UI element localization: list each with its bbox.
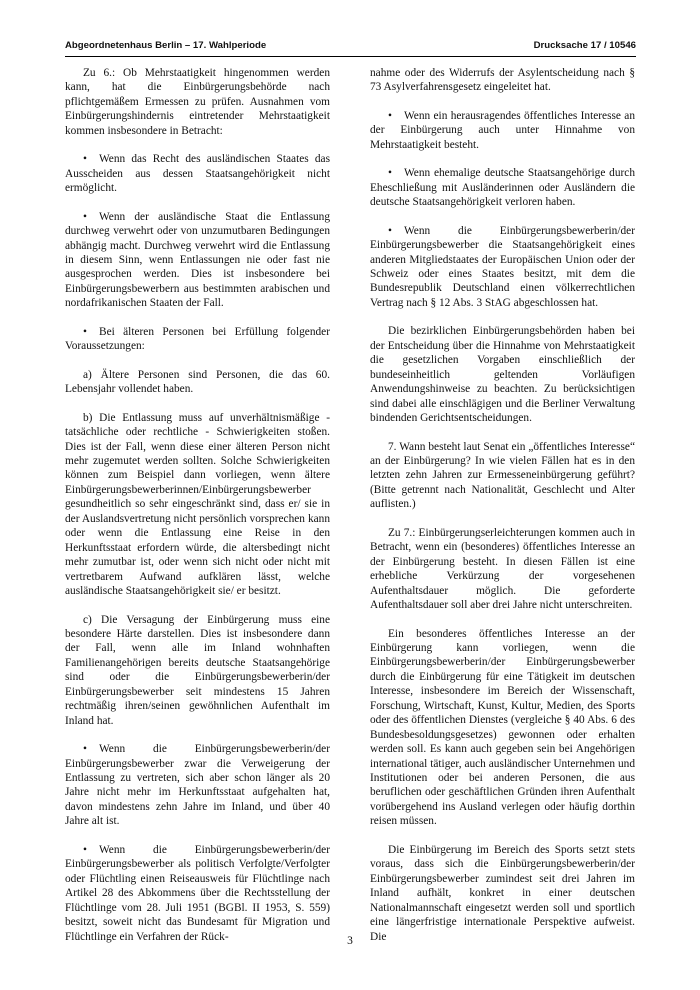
bullet-item: • Wenn der ausländische Staat die Entlassung durchweg verwehrt oder von unzumutbaren Bedingungen abhängig macht. Durchweg verwehrt wird die Entlassung in diesem Sinn, wenn Entlassungen nie oder fast nie ausgesprochen werden. Dies ist insbesondere bei Einbürgerungsbewerbern aus bestimmten arabischen und nordafrikanischen Staaten der Fall. (65, 210, 330, 310)
paragraph: c) Die Versagung der Einbürgerung muss eine besondere Härte darstellen. Dies ist insbesondere dann der Fall, wenn alle im Inland wohnhaften Familienangehörigen bereits deutsche Staatsangehörige sind oder die Einbürgerungsbewerberin/der Einbürgerungsbewerber seit mindestens 15 Jahren rechtmäßig ihren/seinen gewöhnlichen Aufenthalt im Inland hat. (65, 613, 330, 727)
paragraph: a) Ältere Personen sind Personen, die das 60. Lebensjahr vollendet haben. (65, 368, 330, 396)
header-document-number: Drucksache 17 / 10546 (533, 40, 636, 51)
header-rule (65, 56, 636, 57)
header-parliament: Abgeordnetenhaus Berlin – 17. Wahlperiode (65, 40, 267, 51)
paragraph: Die bezirklichen Einbürgerungsbehörden haben bei der Entscheidung über die Hinnahme von Mehrstaatigkeit die gesetzlichen Vorgaben einschließlich der bundeseinheitlich geltenden Vorläufigen Anwendungshinweise zu beachten. Zu berücksichtigen sind dabei alle einschlägigen und die Berliner Verwaltung bindenden Gerichtsentscheidungen. (370, 325, 635, 425)
question-paragraph: 7. Wann besteht laut Senat ein „öffentliches Interesse“ an der Einbürgerung? In wie vielen Fällen hat es in den letzten zehn Jahren zur Ermesseneinbürgerung geführt? (Bitte getrennt nach Nationalität, Geschlecht und Alter auflisten.) (370, 440, 635, 511)
bullet-item: • Wenn die Einbürgerungsbewerberin/der Einbürgerungsbewerber die Staatsangehörigkeit eines anderen Mitgliedstaates der Europäischen Union oder der Schweiz oder eines Staates besitzt, mit dem die Bundesrepublik Deutschland einen völkerrechtlichen Vertrag nach § 12 Abs. 3 StAG abgeschlossen hat. (370, 224, 635, 309)
page-header (65, 40, 636, 56)
bullet-item: • Wenn das Recht des ausländischen Staates das Ausscheiden aus dessen Staatsangehörigkeit nicht ermöglicht. (65, 153, 330, 195)
bullet-icon: • (83, 210, 87, 223)
bullet-item: • Wenn ehemalige deutsche Staatsangehörige durch Eheschließung mit Ausländerinnen oder Ausländern die deutsche Staatsangehörigkeit verloren haben. (370, 167, 635, 209)
bullet-icon: • (83, 153, 87, 166)
page-number: 3 (347, 935, 353, 947)
bullet-icon: • (388, 224, 392, 237)
paragraph: b) Die Entlassung muss auf unverhältnismäßige - tatsächliche oder rechtliche - Schwierigkeiten stoßen. Dies ist der Fall, wenn diese einer älteren Person nicht mehr zugemutet werden sollten. Solche Schwierigkeiten können zum Beispiel dann vorliegen, wenn ältere Einbürgerungsbewerberinnen/Einbürgerungsbewerber gesundheitlich so sehr eingeschränkt sind, dass er/ sie in der Auslandsvertretung nicht persönlich vorsprechen kann oder wenn die Entlassung eine Reise in den Herkunftsstaat erfordern würde, die altersbedingt nicht mehr zumutbar ist, oder wenn sich nicht oder nicht mit vertretbarem Aufwand aufklären lässt, welche ausländische Staatsangehörigkeit sie/ er besitzt. (65, 411, 330, 598)
bullet-icon: • (83, 743, 87, 756)
bullet-icon: • (388, 109, 392, 122)
bullet-icon: • (83, 843, 87, 856)
paragraph: Die Einbürgerung im Bereich des Sports setzt stets voraus, dass sich die Einbürgerungsbewerberin/der Einbürgerungsbewerber zumindest seit drei Jahren im Inland aufhält, konkret in einer deutschen Nationalmannschaft eingesetzt werden soll und sportlich eine längerfristige internationale Perspektive aufweist. Die (370, 843, 635, 943)
bullet-item: • Wenn die Einbürgerungsbewerberin/der Einbürgerungsbewerber zwar die Verweigerung der Entlassung zu vertreten, sich aber schon länger als 20 Jahre nicht mehr im Herkunftsstaat aufgehalten hat, davon mindestens zehn Jahre im Inland, und über 40 Jahre alt ist. (65, 743, 330, 828)
bullet-item: • Bei älteren Personen bei Erfüllung folgender Voraussetzungen: (65, 325, 330, 353)
right-column (370, 66, 635, 958)
bullet-icon: • (83, 325, 87, 338)
left-column (65, 66, 330, 958)
paragraph: Zu 6.: Ob Mehrstaatigkeit hingenommen werden kann, hat die Einbürgerungsbehörde nach pflichtgemäßem Ermessen zu prüfen. Ausnahmen vom Einbürgerungshindernis eintretender Mehrstaatigkeit kommen insbesondere in Betracht: (65, 67, 330, 137)
paragraph: Zu 7.: Einbürgerungserleichterungen kommen auch in Betracht, wenn ein (besonderes) öffentliches Interesse an der Einbürgerung besteht. In diesen Fällen ist eine erhebliche Verkürzung der vorgesehenen Aufenthaltsdauer möglich. Die geforderte Aufenthaltsdauer soll aber drei Jahre nicht unterschreiten. (370, 526, 635, 612)
paragraph: nahme oder des Widerrufs der Asylentscheidung nach § 73 Asylverfahrensgesetz eingeleitet hat. (370, 67, 635, 94)
bullet-item: • Wenn ein herausragendes öffentliches Interesse an der Einbürgerung auch unter Hinnahme von Mehrstaatigkeit besteht. (370, 109, 635, 151)
paragraph: Ein besonderes öffentliches Interesse an der Einbürgerung kann vorliegen, wenn die Einbürgerungsbewerberin/der Einbürgerungsbewerber durch die Einbürgerung für eine Tätigkeit im deutschen Interesse, insbesondere im Bereich der Wissenschaft, Forschung, Wirtschaft, Kunst, Kultur, Medien, des Sports oder des öffentlichen Dienstes (vergleiche § 40 Abs. 6 des Bundesbesoldungsgesetzes) gewonnen oder erhalten werden soll. Es kann auch gegeben sein bei Angehörigen international tätiger, auch ausländischer Unternehmen und Institutionen oder bei anderen Personen, die aus beruflichen oder geschäftlichen Gründen ihren Aufenthalt vorübergehend ins Ausland verlegen oder häufig dorthin reisen müssen. (370, 627, 635, 828)
bullet-item: • Wenn die Einbürgerungsbewerberin/der Einbürgerungsbewerber als politisch Verfolgte/Verfolgter oder Flüchtling einen Reiseausweis für Flüchtlinge nach Artikel 28 des Abkommens über die Rechtsstellung der Flüchtlinge vom 28. Juli 1951 (BGBl. II 1953, S. 559) besitzt, soweit nicht das Bundesamt für Migration und Flüchtlinge ein Verfahren der Rück- (65, 843, 330, 943)
bullet-icon: • (388, 167, 392, 180)
